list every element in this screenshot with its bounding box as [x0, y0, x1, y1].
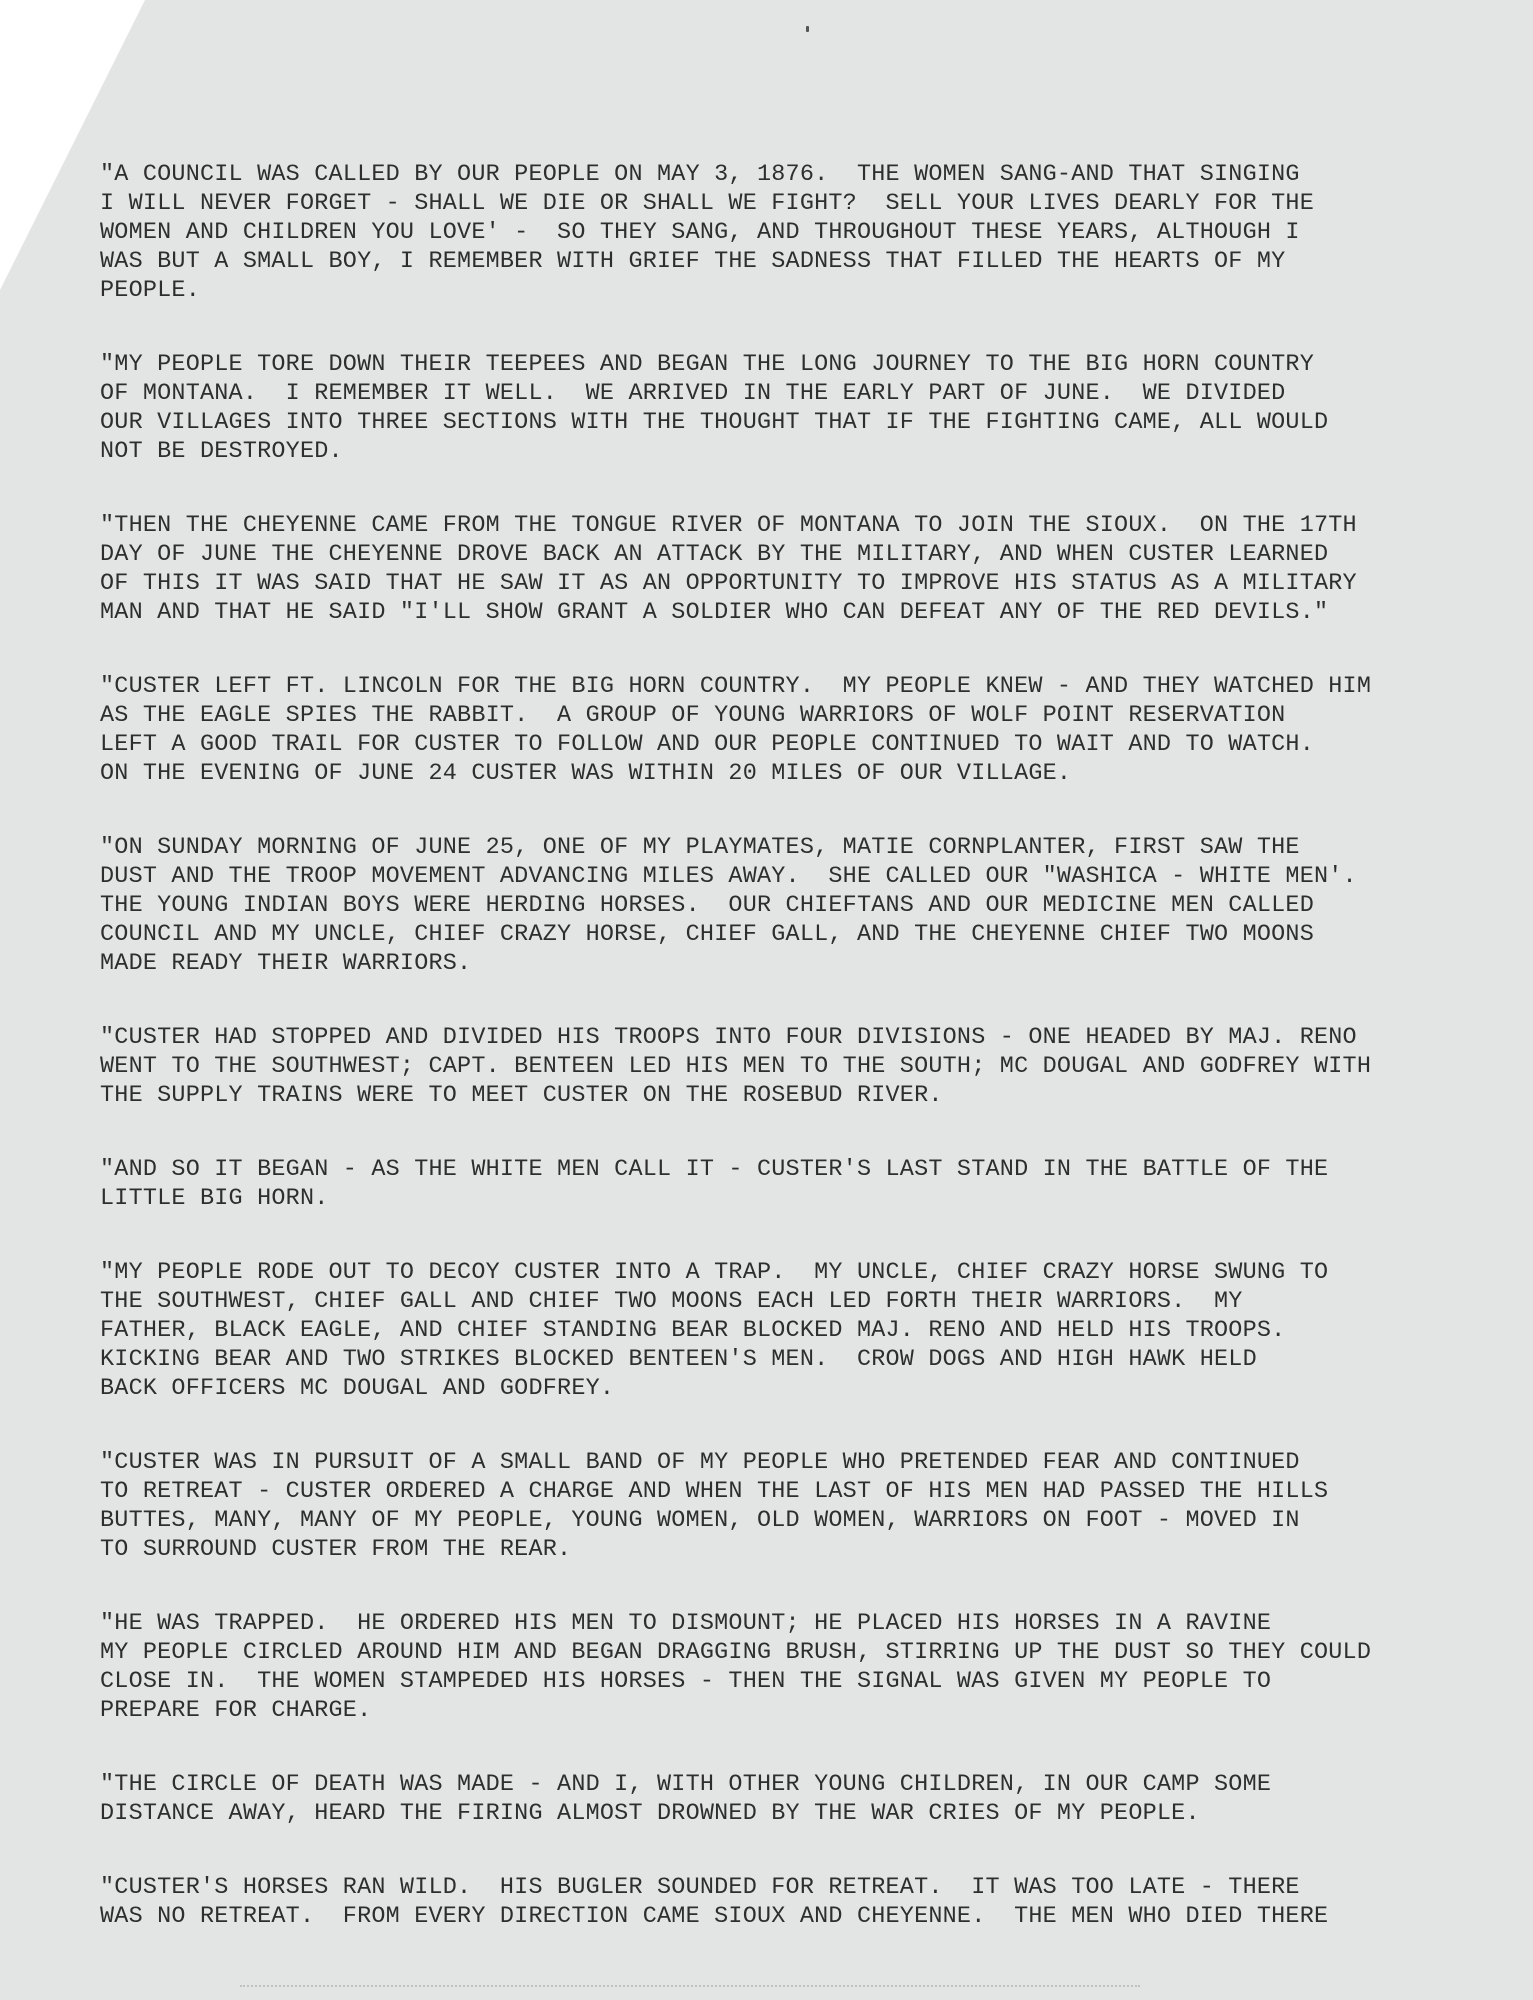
text-line: "CUSTER HAD STOPPED AND DIVIDED HIS TROOPS INTO FOUR DIVISIONS - ONE HEADED BY MAJ. RENO [100, 1024, 1357, 1050]
paragraph-9 [100, 1448, 1510, 1564]
text-line: "HE WAS TRAPPED. HE ORDERED HIS MEN TO DISMOUNT; HE PLACED HIS HORSES IN A RAVINE [100, 1610, 1272, 1636]
paragraph-1 [100, 160, 1510, 305]
paragraph-7 [100, 1155, 1510, 1213]
paragraph-5 [100, 833, 1510, 978]
text-line: OUR VILLAGES INTO THREE SECTIONS WITH THE THOUGHT THAT IF THE FIGHTING CAME, ALL WOULD [100, 409, 1329, 435]
typewritten-text [100, 160, 1510, 1976]
text-line: TO RETREAT - CUSTER ORDERED A CHARGE AND WHEN THE LAST OF HIS MEN HAD PASSED THE HILLS [100, 1478, 1329, 1504]
text-line: THE SUPPLY TRAINS WERE TO MEET CUSTER ON THE ROSEBUD RIVER. [100, 1082, 943, 1108]
bottom-edge-marks [240, 1985, 1140, 1995]
text-line: DUST AND THE TROOP MOVEMENT ADVANCING MILES AWAY. SHE CALLED OUR "WASHICA - WHITE MEN'. [100, 863, 1357, 889]
text-line: "CUSTER WAS IN PURSUIT OF A SMALL BAND OF MY PEOPLE WHO PRETENDED FEAR AND CONTINUED [100, 1449, 1300, 1475]
text-line: "MY PEOPLE TORE DOWN THEIR TEEPEES AND BEGAN THE LONG JOURNEY TO THE BIG HORN COUNTRY [100, 351, 1315, 377]
text-line: NOT BE DESTROYED. [100, 438, 343, 464]
text-line: THE YOUNG INDIAN BOYS WERE HERDING HORSES. OUR CHIEFTANS AND OUR MEDICINE MEN CALLED [100, 892, 1315, 918]
text-line: "CUSTER LEFT FT. LINCOLN FOR THE BIG HORN COUNTRY. MY PEOPLE KNEW - AND THEY WATCHED HIM [100, 673, 1372, 699]
paragraph-4 [100, 672, 1510, 788]
text-line: DAY OF JUNE THE CHEYENNE DROVE BACK AN ATTACK BY THE MILITARY, AND WHEN CUSTER LEARNED [100, 541, 1329, 567]
text-line: "A COUNCIL WAS CALLED BY OUR PEOPLE ON MAY 3, 1876. THE WOMEN SANG-AND THAT SINGING [100, 161, 1300, 187]
text-line: MADE READY THEIR WARRIORS. [100, 950, 472, 976]
text-line: "THEN THE CHEYENNE CAME FROM THE TONGUE RIVER OF MONTANA TO JOIN THE SIOUX. ON THE 17TH [100, 512, 1357, 538]
text-line: ON THE EVENING OF JUNE 24 CUSTER WAS WITHIN 20 MILES OF OUR VILLAGE. [100, 760, 1072, 786]
paragraph-3 [100, 511, 1510, 627]
text-line: PREPARE FOR CHARGE. [100, 1697, 372, 1723]
text-line: COUNCIL AND MY UNCLE, CHIEF CRAZY HORSE, CHIEF GALL, AND THE CHEYENNE CHIEF TWO MOONS [100, 921, 1315, 947]
text-line: MAN AND THAT HE SAID "I'LL SHOW GRANT A SOLDIER WHO CAN DEFEAT ANY OF THE RED DEVILS." [100, 599, 1329, 625]
paragraph-8 [100, 1258, 1510, 1403]
text-line: "ON SUNDAY MORNING OF JUNE 25, ONE OF MY PLAYMATES, MATIE CORNPLANTER, FIRST SAW THE [100, 834, 1300, 860]
text-line: KICKING BEAR AND TWO STRIKES BLOCKED BENTEEN'S MEN. CROW DOGS AND HIGH HAWK HELD [100, 1346, 1257, 1372]
text-line: "AND SO IT BEGAN - AS THE WHITE MEN CALL IT - CUSTER'S LAST STAND IN THE BATTLE OF THE [100, 1156, 1329, 1182]
text-line: WAS BUT A SMALL BOY, I REMEMBER WITH GRIEF THE SADNESS THAT FILLED THE HEARTS OF MY [100, 248, 1286, 274]
text-line: WENT TO THE SOUTHWEST; CAPT. BENTEEN LED HIS MEN TO THE SOUTH; MC DOUGAL AND GODFREY WITH [100, 1053, 1372, 1079]
text-line: WOMEN AND CHILDREN YOU LOVE' - SO THEY SANG, AND THROUGHOUT THESE YEARS, ALTHOUGH I [100, 219, 1300, 245]
text-line: FATHER, BLACK EAGLE, AND CHIEF STANDING BEAR BLOCKED MAJ. RENO AND HELD HIS TROOPS. [100, 1317, 1286, 1343]
text-line: LITTLE BIG HORN. [100, 1185, 329, 1211]
text-line: DISTANCE AWAY, HEARD THE FIRING ALMOST DROWNED BY THE WAR CRIES OF MY PEOPLE. [100, 1800, 1200, 1826]
text-line: "THE CIRCLE OF DEATH WAS MADE - AND I, WITH OTHER YOUNG CHILDREN, IN OUR CAMP SOME [100, 1771, 1272, 1797]
text-line: OF THIS IT WAS SAID THAT HE SAW IT AS AN OPPORTUNITY TO IMPROVE HIS STATUS AS A MILITARY [100, 570, 1357, 596]
text-line: THE SOUTHWEST, CHIEF GALL AND CHIEF TWO MOONS EACH LED FORTH THEIR WARRIORS. MY [100, 1288, 1243, 1314]
paragraph-11 [100, 1770, 1510, 1828]
text-line: MY PEOPLE CIRCLED AROUND HIM AND BEGAN DRAGGING BRUSH, STIRRING UP THE DUST SO THEY COULD [100, 1639, 1372, 1665]
text-line: CLOSE IN. THE WOMEN STAMPEDED HIS HORSES - THEN THE SIGNAL WAS GIVEN MY PEOPLE TO [100, 1668, 1272, 1694]
paragraph-6 [100, 1023, 1510, 1110]
text-line: "MY PEOPLE RODE OUT TO DECOY CUSTER INTO A TRAP. MY UNCLE, CHIEF CRAZY HORSE SWUNG TO [100, 1259, 1329, 1285]
text-line: WAS NO RETREAT. FROM EVERY DIRECTION CAME SIOUX AND CHEYENNE. THE MEN WHO DIED THERE [100, 1903, 1329, 1929]
paragraph-10 [100, 1609, 1510, 1725]
text-line: TO SURROUND CUSTER FROM THE REAR. [100, 1536, 572, 1562]
text-line: AS THE EAGLE SPIES THE RABBIT. A GROUP OF YOUNG WARRIORS OF WOLF POINT RESERVATION [100, 702, 1286, 728]
text-line: BACK OFFICERS MC DOUGAL AND GODFREY. [100, 1375, 615, 1401]
text-line: OF MONTANA. I REMEMBER IT WELL. WE ARRIVED IN THE EARLY PART OF JUNE. WE DIVIDED [100, 380, 1286, 406]
paragraph-12 [100, 1873, 1510, 1931]
text-line: "CUSTER'S HORSES RAN WILD. HIS BUGLER SOUNDED FOR RETREAT. IT WAS TOO LATE - THERE [100, 1874, 1300, 1900]
text-line: I WILL NEVER FORGET - SHALL WE DIE OR SHALL WE FIGHT? SELL YOUR LIVES DEARLY FOR THE [100, 190, 1315, 216]
text-line: PEOPLE. [100, 277, 200, 303]
text-line: LEFT A GOOD TRAIL FOR CUSTER TO FOLLOW AND OUR PEOPLE CONTINUED TO WAIT AND TO WATCH. [100, 731, 1315, 757]
paragraph-2 [100, 350, 1510, 466]
text-line: BUTTES, MANY, MANY OF MY PEOPLE, YOUNG WOMEN, OLD WOMEN, WARRIORS ON FOOT - MOVED IN [100, 1507, 1300, 1533]
paper-speck [806, 26, 809, 32]
